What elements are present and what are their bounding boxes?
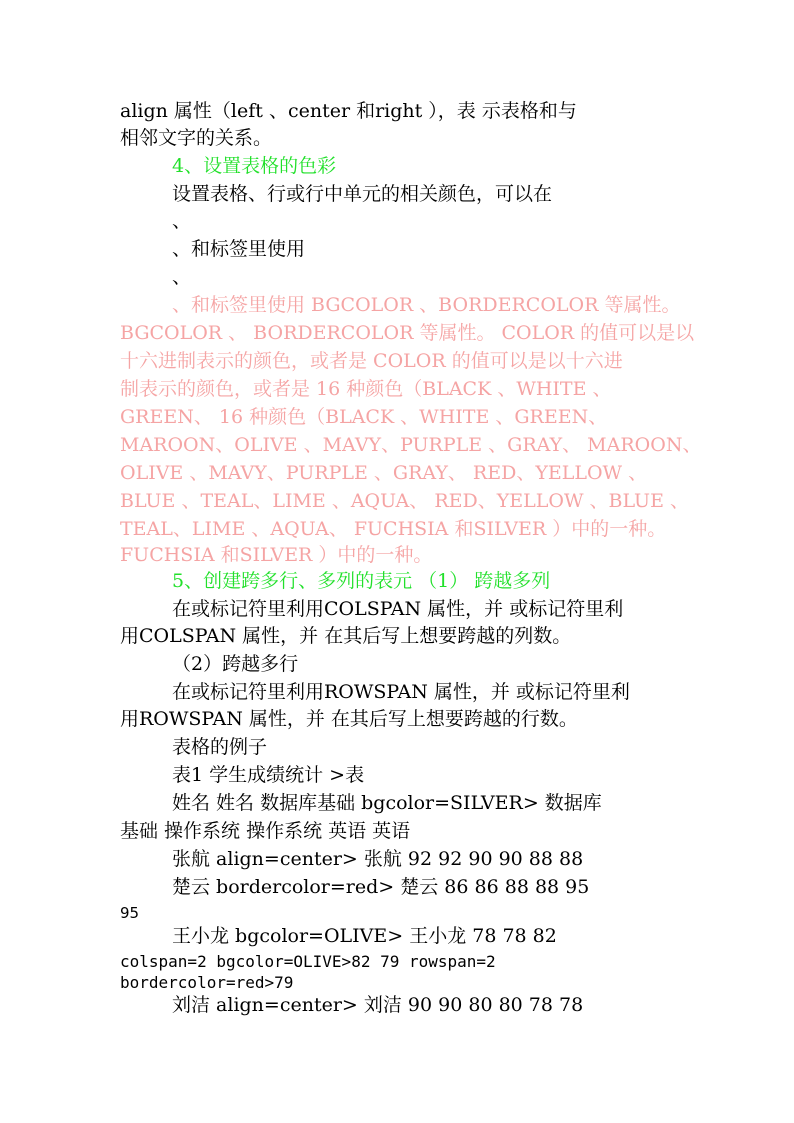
paragraph-line: 用COLSPAN 属性，并 在其后写上想要跨越的列数。	[120, 625, 572, 647]
faded-paragraph-line: OLIVE 、MAVY、PURPLE 、GRAY、 RED、YELLOW 、	[120, 462, 648, 484]
subheading-line: （2）跨越多行	[172, 653, 299, 675]
table-code-line: bordercolor=red>79	[120, 973, 294, 992]
faded-paragraph-line: GREEN、 16 种颜色（BLACK 、WHITE 、GREEN、	[120, 406, 608, 428]
table-code-line: 刘洁 align=center> 刘洁 90 90 80 80 78 78	[172, 994, 584, 1016]
section-heading-color: 4、设置表格的色彩	[172, 155, 337, 177]
table-code-line: 基础 操作系统 操作系统 英语 英语	[120, 820, 411, 842]
table-code-line: 楚云 bordercolor=red> 楚云 86 86 88 88 95	[172, 876, 590, 898]
paragraph-line: 用ROWSPAN 属性，并 在其后写上想要跨越的行数。	[120, 708, 578, 730]
paragraph-line: 在或标记符里利用ROWSPAN 属性，并 或标记符里利	[172, 681, 630, 703]
table-code-line: colspan=2 bgcolor=OLIVE>82 79 rowspan=2	[120, 952, 496, 971]
paragraph-line: 设置表格、行或行中单元的相关颜色，可以在	[172, 183, 553, 205]
paragraph-line: 、	[172, 210, 192, 232]
table-code-line: 张航 align=center> 张航 92 92 90 90 88 88	[172, 848, 584, 870]
faded-paragraph-line: FUCHSIA 和SILVER ）中的一种。	[120, 544, 433, 566]
paragraph-line: 、和标签里使用	[172, 238, 306, 260]
faded-paragraph-line: 、和标签里使用 BGCOLOR 、BORDERCOLOR 等属性。	[172, 294, 681, 316]
faded-paragraph-line: TEAL、LIME 、AQUA、 FUCHSIA 和SILVER ）中的一种。	[120, 518, 667, 540]
section-heading-span: 5、创建跨多行、多列的表元 （1） 跨越多列	[172, 570, 551, 592]
faded-paragraph-line: MAROON、OLIVE 、MAVY、PURPLE 、GRAY、 MAROON、	[120, 434, 702, 456]
paragraph-line: 相邻文字的关系。	[120, 127, 273, 149]
paragraph-line: 表1 学生成绩统计 >表	[172, 764, 365, 786]
faded-paragraph-line: 制表示的颜色，或者是 16 种颜色（BLACK 、WHITE 、	[120, 378, 612, 400]
faded-paragraph-line: 十六进制表示的颜色，或者是 COLOR 的值可以是以十六进	[120, 350, 623, 372]
paragraph-line: align 属性（left 、center 和right ），表 示表格和与	[120, 100, 577, 122]
table-code-line: 姓名 姓名 数据库基础 bgcolor=SILVER> 数据库	[172, 792, 602, 814]
paragraph-line: 表格的例子	[172, 736, 268, 758]
table-code-line: 95	[120, 904, 140, 922]
faded-paragraph-line: BLUE 、TEAL、LIME 、AQUA、 RED、YELLOW 、BLUE 、	[120, 490, 689, 512]
table-code-line: 王小龙 bgcolor=OLIVE> 王小龙 78 78 82	[172, 925, 557, 947]
paragraph-line: 、	[172, 266, 192, 288]
faded-paragraph-line: BGCOLOR 、 BORDERCOLOR 等属性。 COLOR 的值可以是以	[120, 322, 695, 344]
paragraph-line: 在或标记符里利用COLSPAN 属性，并 或标记符里利	[172, 598, 624, 620]
